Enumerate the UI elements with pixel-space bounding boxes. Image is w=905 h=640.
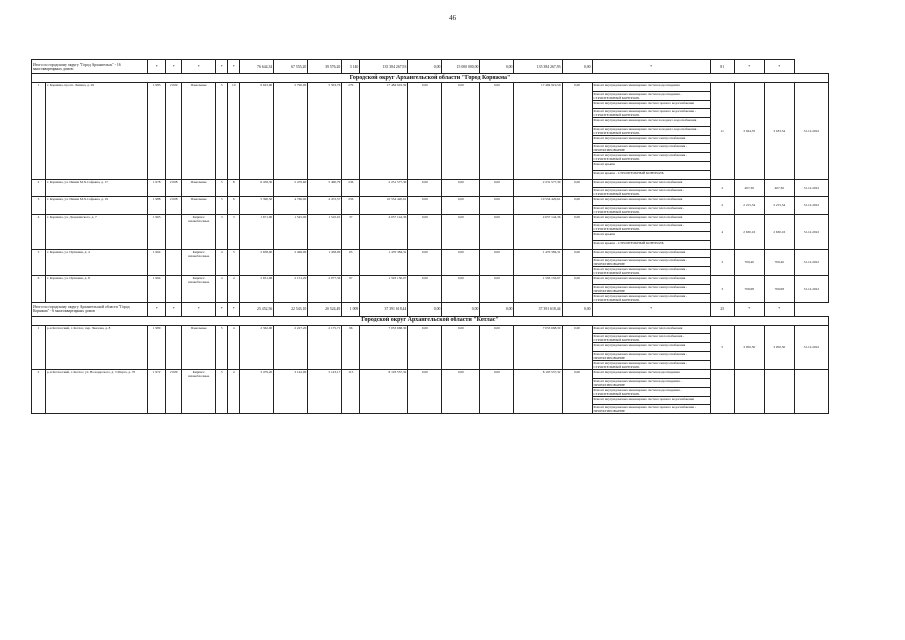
cost-other: 0,00: [562, 325, 592, 369]
cost-local: 0,00: [480, 197, 514, 215]
cost-local: 0,00: [480, 276, 514, 303]
area-total: 6 623,00: [240, 83, 274, 180]
area-living: 2 151,20: [274, 276, 308, 303]
cost-other: 0,00: [562, 249, 592, 276]
row-number: 4: [32, 214, 46, 249]
total-row: [32, 302, 829, 316]
year-built: 1 988: [148, 197, 166, 215]
work-type: Ремонт крыши: [592, 162, 710, 171]
entrances-count: 3: [228, 214, 240, 249]
work-type: Ремонт внутридомовых инженерных систем электроснабжения: [592, 135, 710, 144]
cost-regional: 0,00: [442, 249, 480, 276]
floors-count: 5: [216, 197, 228, 215]
work-type: Ремонт внутридомовых инженерных систем горячего водоснабжения - СТРОИТЕЛЬНЫЙ КОНТРОЛЬ: [592, 109, 710, 118]
house-address: г. Коряжма, ул. Пушкина, д. 4: [46, 249, 148, 276]
work-type: Ремонт внутридомовых инженерных систем теплоснабжения: [592, 325, 710, 334]
unit-cost: 3 044,35: [734, 83, 764, 180]
area-living: 5 470,60: [274, 179, 308, 197]
work-type: Ремонт внутридомовых инженерных систем электроснабжения - ПРОЕКТИРОВАНИЕ: [592, 258, 710, 267]
cost-federal: 0,00: [408, 325, 442, 369]
cost-regional: 0,00: [442, 369, 480, 413]
total-cell: *: [228, 302, 240, 316]
total-cell: *: [216, 60, 228, 74]
cost-other: 0,00: [562, 179, 592, 197]
cost-other: 0,00: [562, 276, 592, 303]
total-cell: 37 391 618,44: [514, 302, 562, 316]
entrances-count: 4: [228, 369, 240, 413]
house-row: [32, 325, 829, 334]
area-total: 1 671,00: [240, 214, 274, 249]
area-total: 3 479,20: [240, 369, 274, 413]
work-type: Ремонт внутридомовых инженерных систем теплоснабжения: [592, 214, 710, 223]
works-count: 2: [710, 197, 734, 215]
cost-owners: 10 554 420,61: [514, 197, 562, 215]
work-type: Ремонт внутридомовых инженерных систем водоотведения - СТРОИТЕЛЬНЫЙ КОНТРОЛЬ: [592, 91, 710, 100]
wall-material: Кирпич/ шлакоблочные: [182, 369, 216, 413]
cost-regional: 0,00: [442, 197, 480, 215]
total-cell: 0,00: [480, 302, 514, 316]
work-type: Ремонт внутридомовых инженерных систем теплоснабжения: [592, 179, 710, 188]
total-cell: 0,00: [562, 60, 592, 74]
cost-local: 0,00: [480, 214, 514, 249]
floors-count: 4: [216, 276, 228, 303]
wall-material: Кирпич/ шлакоблочные: [182, 214, 216, 249]
residents-count: 97: [342, 276, 360, 303]
work-type: Ремонт внутридомовых инженерных систем водоотведения - ПРОЕКТИРОВАНИЕ: [592, 378, 710, 387]
floors-count: 5: [216, 179, 228, 197]
cost-total: 1 470 384,31: [360, 249, 408, 276]
total-cell: 76 644,34: [240, 60, 274, 74]
cost-other: 0,00: [562, 83, 592, 180]
cost-other: 0,00: [562, 197, 592, 215]
work-type: Ремонт внутридомовых инженерных систем теплоснабжения - СТРОИТЕЛЬНЫЙ КОНТРОЛЬ: [592, 334, 710, 343]
cost-federal: 0,00: [408, 249, 442, 276]
floors-count: 4: [216, 249, 228, 276]
work-type: Ремонт внутридомовых инженерных систем горячего водоснабжения: [592, 396, 710, 405]
work-type: Ремонт внутридомовых инженерных систем горячего водоснабжения - ПРОЕКТИРОВАНИЕ: [592, 405, 710, 414]
area-total: 5 390,50: [240, 197, 274, 215]
row-number: 2: [32, 179, 46, 197]
cost-local: 0,00: [480, 369, 514, 413]
unit-cost: [734, 369, 764, 413]
total-cell: *: [228, 60, 240, 74]
cost-regional: 0,00: [442, 276, 480, 303]
house-row: [32, 214, 829, 223]
cost-total: 10 554 420,61: [360, 197, 408, 215]
completion-deadline: 31.12.2022: [794, 249, 828, 276]
work-type: Ремонт крыши: [592, 232, 710, 241]
total-cell: *: [592, 302, 710, 316]
total-cell: *: [182, 302, 216, 316]
unit-cost: 2 215,34: [734, 197, 764, 215]
section-header-row: [32, 74, 829, 83]
house-address: г. Коряжма, ул. Имени М.Х.Сафьяна, д. 19: [46, 197, 148, 215]
wall-material: Панельные: [182, 325, 216, 369]
total-cell: *: [764, 60, 794, 74]
total-cell: 135 384 267,93: [360, 60, 408, 74]
total-cell: 37 391 618,44: [360, 302, 408, 316]
wall-material: Кирпич/ шлакоблочные: [182, 276, 216, 303]
work-type: Ремонт внутридомовых инженерных систем теплоснабжения: [592, 197, 710, 206]
area-residential: 1 510,01: [308, 214, 342, 249]
house-row: [32, 197, 829, 206]
wall-material: Панельные: [182, 179, 216, 197]
cost-total: 2 231 577,30: [360, 179, 408, 197]
wall-material: Кирпич/ шлакоблочные: [182, 249, 216, 276]
work-type: Ремонт внутридомовых инженерных систем электроснабжения - СТРОИТЕЛЬНЫЙ КОНТРОЛЬ: [592, 293, 710, 302]
works-count: 2: [710, 179, 734, 197]
cost-other: 0,00: [562, 369, 592, 413]
entrances-count: 10: [228, 83, 240, 180]
house-row: [32, 249, 829, 258]
limit-unit-cost: 709,68: [764, 276, 794, 303]
work-type: Ремонт внутридомовых инженерных систем электроснабжения - ПРОЕКТИРОВАНИЕ: [592, 144, 710, 153]
total-cell: 81: [710, 60, 734, 74]
area-living: 2 466,00: [274, 249, 308, 276]
row-number: 1: [32, 325, 46, 369]
unit-cost: 3 050,50: [734, 325, 764, 369]
work-type: Ремонт внутридомовых инженерных систем электроснабжения - СТРОИТЕЛЬНЫЙ КОНТРОЛЬ: [592, 153, 710, 162]
residents-count: 115: [342, 369, 360, 413]
works-count: [710, 369, 734, 413]
completion-deadline: 31.12.2022: [794, 325, 828, 369]
entrances-count: 3: [228, 249, 240, 276]
work-type: Ремонт крыши - СТРОИТЕЛЬНЫЙ КОНТРОЛЬ: [592, 170, 710, 179]
limit-unit-cost: 2 630,16: [764, 214, 794, 249]
row-number: 3: [32, 197, 46, 215]
year-built: 1 965: [148, 214, 166, 249]
work-type: Ремонт внутридомовых инженерных систем водоотведения - СТРОИТЕЛЬНЫЙ КОНТРОЛЬ: [592, 387, 710, 396]
total-cell: *: [734, 60, 764, 74]
work-type: Ремонт внутридомовых инженерных систем электроснабжения: [592, 343, 710, 352]
works-count: 5: [710, 325, 734, 369]
house-address: г. Коряжма, ул. Имени М.Х.Сафьяна, д. 17: [46, 179, 148, 197]
cost-local: 0,00: [480, 249, 514, 276]
section-title: Городской округ Архангельской области "Котлас": [32, 316, 829, 325]
total-cell: 0,00: [442, 302, 480, 316]
cost-owners: 17 484 919,59: [514, 83, 562, 180]
cost-total: 4 057 144,36: [360, 214, 408, 249]
cost-regional: 0,00: [442, 325, 480, 369]
total-cell: *: [182, 60, 216, 74]
section-header-row: [32, 316, 829, 325]
year-last-repair: 2 008: [166, 179, 182, 197]
wall-material: Панельные: [182, 197, 216, 215]
total-cell: 67 555,20: [274, 60, 308, 74]
wall-material: Панельные: [182, 83, 216, 180]
cost-federal: 0,00: [408, 197, 442, 215]
cost-federal: 0,00: [408, 83, 442, 180]
cost-federal: 0,00: [408, 276, 442, 303]
total-label: Итого по городскому округу Архангельской области "Город Коряжма" - 6 многоквартирных домов: [32, 302, 148, 316]
house-row: [32, 369, 829, 378]
unit-cost: 2 630,16: [734, 214, 764, 249]
work-type: Ремонт внутридомовых инженерных систем водоотведения: [592, 83, 710, 92]
work-type: Ремонт внутридомовых инженерных систем теплоснабжения - СТРОИТЕЛЬНЫЙ КОНТРОЛЬ: [592, 205, 710, 214]
cost-total: 7 053 668,30: [360, 325, 408, 369]
limit-unit-cost: 2 215,34: [764, 197, 794, 215]
cost-total: 8 103 557,32: [360, 369, 408, 413]
area-total: 2 362,00: [240, 325, 274, 369]
year-last-repair: [166, 214, 182, 249]
area-living: 2 227,20: [274, 325, 308, 369]
total-cell: *: [592, 60, 710, 74]
section-title: Городской округ Архангельской области "Город Коряжма": [32, 74, 829, 83]
work-type: Ремонт внутридомовых инженерных систем электроснабжения: [592, 249, 710, 258]
total-cell: 135 384 267,93: [514, 60, 562, 74]
works-count: 4: [710, 214, 734, 249]
year-last-repair: 2 008: [166, 197, 182, 215]
completion-deadline: 31.12.2022: [794, 276, 828, 303]
unit-cost: 709,40: [734, 249, 764, 276]
work-type: Ремонт внутридомовых инженерных систем горячего водоснабжения: [592, 100, 710, 109]
total-row: [32, 60, 829, 74]
house-address: р-н Котласский, г. Котлас, ул. Володарского, д. 3 Марта, д. 70: [46, 369, 148, 413]
house-row: [32, 83, 829, 92]
completion-deadline: 31.12.2022: [794, 179, 828, 197]
year-last-repair: [166, 325, 182, 369]
cost-owners: 1 470 384,31: [514, 249, 562, 276]
works-count: 3: [710, 276, 734, 303]
residents-count: 236: [342, 179, 360, 197]
row-number: 6: [32, 276, 46, 303]
year-last-repair: 2 009: [166, 369, 182, 413]
work-type: Ремонт внутридомовых инженерных систем электроснабжения - ПРОЕКТИРОВАНИЕ: [592, 351, 710, 360]
year-last-repair: [166, 276, 182, 303]
cost-total: 1 593 150,07: [360, 276, 408, 303]
completion-deadline: 31.12.2022: [794, 214, 828, 249]
row-number: 2: [32, 369, 46, 413]
area-residential: 5 503,76: [308, 83, 342, 180]
entrances-count: 8: [228, 179, 240, 197]
area-living: 1 545,00: [274, 214, 308, 249]
cost-federal: 0,00: [408, 179, 442, 197]
table: [31, 59, 829, 414]
total-cell: *: [734, 302, 764, 316]
area-total: 6 459,30: [240, 179, 274, 197]
cost-regional: 0,00: [442, 214, 480, 249]
cost-owners: 7 053 668,30: [514, 325, 562, 369]
house-row: [32, 276, 829, 285]
cost-local: 0,00: [480, 83, 514, 180]
total-cell: 0,00: [408, 302, 442, 316]
area-residential: 1 458,00: [308, 249, 342, 276]
area-residential: 2 175,71: [308, 325, 342, 369]
year-built: 1 978: [148, 179, 166, 197]
work-type: Ремонт внутридомовых инженерных систем водоотведения: [592, 369, 710, 378]
total-cell: *: [148, 302, 166, 316]
limit-unit-cost: [764, 369, 794, 413]
area-total: 2 651,06: [240, 276, 274, 303]
total-cell: 3 140: [342, 60, 360, 74]
unit-cost: 407,36: [734, 179, 764, 197]
work-type: Ремонт внутридомовых инженерных систем холодного водоснабжения: [592, 118, 710, 127]
total-cell: *: [148, 60, 166, 74]
entrances-count: 4: [228, 325, 240, 369]
residents-count: 65: [342, 249, 360, 276]
residents-count: 37: [342, 214, 360, 249]
area-residential: 5 460,79: [308, 179, 342, 197]
work-type: Ремонт внутридомовых инженерных систем теплоснабжения - СТРОИТЕЛЬНЫЙ КОНТРОЛЬ: [592, 223, 710, 232]
area-living: 3 142,00: [274, 369, 308, 413]
house-address: г. Коряжма, просп. Ленина, д. 29: [46, 83, 148, 180]
total-cell: 0,00: [480, 60, 514, 74]
year-built: 1 980: [148, 325, 166, 369]
limit-unit-cost: 3 050,50: [764, 325, 794, 369]
total-cell: 22 543,10: [274, 302, 308, 316]
year-last-repair: 2 009: [166, 83, 182, 180]
total-cell: *: [216, 302, 228, 316]
total-label: Итого по городскому округу "Город Архангельск" - 16 многоквартирных домов:: [32, 60, 148, 74]
cost-local: 0,00: [480, 325, 514, 369]
total-cell: 25 452,56: [240, 302, 274, 316]
residents-count: 256: [342, 197, 360, 215]
total-cell: *: [764, 302, 794, 316]
year-built: 1 983: [148, 83, 166, 180]
total-cell: 25: [710, 302, 734, 316]
cost-owners: 4 057 144,36: [514, 214, 562, 249]
area-living: 4 760,00: [274, 197, 308, 215]
works-count: 11: [710, 83, 734, 180]
page-number: 46: [449, 14, 456, 22]
house-address: р-н Котласский, г. Котлас, пер. Чкалова, д. 8: [46, 325, 148, 369]
residents-count: 96: [342, 325, 360, 369]
cost-owners: 8 103 557,32: [514, 369, 562, 413]
work-type: Ремонт внутридомовых инженерных систем электроснабжения - ПРОЕКТИРОВАНИЕ: [592, 284, 710, 293]
work-type: Ремонт внутридомовых инженерных систем холодного водоснабжения - СТРОИТЕЛЬНЫЙ КОНТРОЛЬ: [592, 126, 710, 135]
year-last-repair: [166, 249, 182, 276]
work-type: Ремонт внутридомовых инженерных систем теплоснабжения - СТРОИТЕЛЬНЫЙ КОНТРОЛЬ: [592, 188, 710, 197]
house-address: г. Коряжма, ул. Пушкина, д. 8: [46, 276, 148, 303]
total-cell: 0,00: [408, 60, 442, 74]
cost-federal: 0,00: [408, 214, 442, 249]
floors-count: 3: [216, 214, 228, 249]
completion-deadline: 31.12.2022: [794, 83, 828, 180]
floors-count: 5: [216, 325, 228, 369]
house-address: г. Коряжма, ул. Дзержинского, д. 7: [46, 214, 148, 249]
cost-regional: 0,00: [442, 179, 480, 197]
area-residential: 2 077,36: [308, 276, 342, 303]
area-living: 5 790,00: [274, 83, 308, 180]
limit-unit-cost: 407,36: [764, 179, 794, 197]
total-cell: 20 524,49: [308, 302, 342, 316]
total-cell: 1 009: [342, 302, 360, 316]
capital-repair-table: [31, 59, 829, 414]
work-type: Ремонт внутридомовых инженерных систем электроснабжения: [592, 276, 710, 285]
entrances-count: 6: [228, 197, 240, 215]
entrances-count: 4: [228, 276, 240, 303]
completion-deadline: [794, 369, 828, 413]
house-row: [32, 179, 829, 188]
unit-cost: 709,68: [734, 276, 764, 303]
total-cell: *: [166, 60, 182, 74]
residents-count: 270: [342, 83, 360, 180]
total-cell: 15 000 000,00: [442, 60, 480, 74]
work-type: Ремонт внутридомовых инженерных систем электроснабжения - СТРОИТЕЛЬНЫЙ КОНТРОЛЬ: [592, 360, 710, 369]
row-number: 1: [32, 83, 46, 180]
floors-count: 5: [216, 83, 228, 180]
limit-unit-cost: 709,40: [764, 249, 794, 276]
year-built: 1 964: [148, 249, 166, 276]
year-built: 1 972: [148, 369, 166, 413]
works-count: 3: [710, 249, 734, 276]
work-type: Ремонт внутридомовых инженерных систем электроснабжения - СТРОИТЕЛЬНЫЙ КОНТРОЛЬ: [592, 267, 710, 276]
work-type: Ремонт крыши - СТРОИТЕЛЬНЫЙ КОНТРОЛЬ: [592, 240, 710, 249]
total-cell: 0,00: [562, 302, 592, 316]
area-residential: 3 143,17: [308, 369, 342, 413]
cost-other: 0,00: [562, 214, 592, 249]
limit-unit-cost: 3 183,54: [764, 83, 794, 180]
cost-local: 0,00: [480, 179, 514, 197]
cost-federal: 0,00: [408, 369, 442, 413]
floors-count: 5: [216, 369, 228, 413]
cost-owners: 1 593 150,07: [514, 276, 562, 303]
total-cell: 39 576,20: [308, 60, 342, 74]
area-residential: 4 472,57: [308, 197, 342, 215]
cost-total: 17 484 919,59: [360, 83, 408, 180]
completion-deadline: 31.12.2022: [794, 197, 828, 215]
row-number: 5: [32, 249, 46, 276]
year-built: 1 964: [148, 276, 166, 303]
cost-regional: 0,00: [442, 83, 480, 180]
cost-owners: 2 231 577,30: [514, 179, 562, 197]
area-total: 2 658,00: [240, 249, 274, 276]
total-cell: *: [166, 302, 182, 316]
